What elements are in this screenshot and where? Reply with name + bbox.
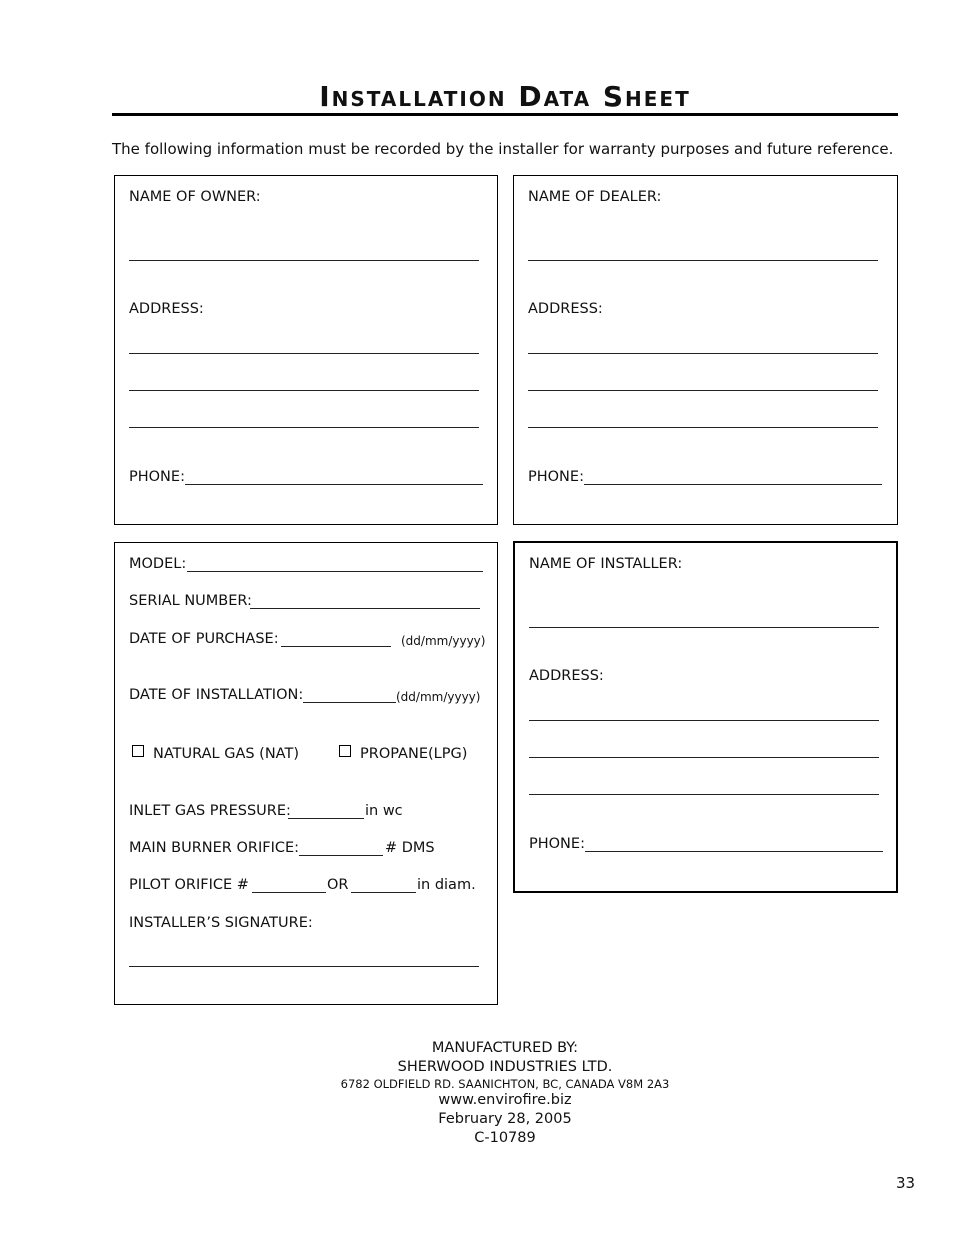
- document-date: February 28, 2005: [438, 1111, 572, 1127]
- page-number: 33: [896, 1174, 916, 1192]
- inlet-gas-pressure-field[interactable]: [288, 818, 364, 819]
- manufactured-by-label: MANUFACTURED BY:: [431, 1040, 579, 1056]
- propane-label: PROPANE(LPG): [360, 746, 468, 762]
- owner-address-field-2[interactable]: [129, 390, 479, 391]
- pilot-orifice-unit: in diam.: [417, 877, 476, 893]
- owner-name-label: NAME OF OWNER:: [129, 189, 261, 205]
- owner-phone-label: PHONE:: [129, 469, 185, 485]
- dealer-name-field[interactable]: [528, 260, 878, 261]
- purchase-date-format: (dd/mm/yyyy): [401, 634, 486, 648]
- serial-number-field[interactable]: [250, 608, 480, 609]
- model-field[interactable]: [187, 571, 483, 572]
- installer-signature-label: INSTALLER’S SIGNATURE:: [129, 915, 313, 931]
- inlet-gas-pressure-label: INLET GAS PRESSURE:: [129, 803, 291, 819]
- title-underline: [112, 113, 898, 116]
- company-address: 6782 OLDFIELD RD. SAANICHTON, BC, CANADA V8M 2A3: [340, 1077, 670, 1091]
- owner-box: [114, 175, 498, 525]
- installer-address-field-1[interactable]: [529, 720, 879, 721]
- installer-address-field-3[interactable]: [529, 794, 879, 795]
- pilot-orifice-number-field[interactable]: [252, 892, 326, 893]
- purchase-date-label: DATE OF PURCHASE:: [129, 631, 279, 647]
- dealer-box: [513, 175, 898, 525]
- installer-signature-field[interactable]: [129, 966, 479, 967]
- dealer-phone-field[interactable]: [584, 484, 882, 485]
- propane-checkbox[interactable]: [339, 745, 351, 757]
- installer-name-field[interactable]: [529, 627, 879, 628]
- company-name: SHERWOOD INDUSTRIES LTD.: [397, 1059, 613, 1075]
- serial-number-label: SERIAL NUMBER:: [129, 593, 252, 609]
- main-burner-orifice-unit: # DMS: [385, 840, 435, 856]
- owner-address-label: ADDRESS:: [129, 301, 204, 317]
- manufacturer-block: [112, 1039, 898, 1148]
- owner-name-field[interactable]: [129, 260, 479, 261]
- purchase-date-field[interactable]: [281, 646, 391, 647]
- page-title: Installation Data Sheet: [319, 80, 691, 113]
- dealer-address-label: ADDRESS:: [528, 301, 603, 317]
- document-code: C-10789: [474, 1130, 536, 1146]
- intro-text: The following information must be recorded by the installer for warranty purposes and future reference.: [112, 140, 894, 158]
- installation-date-format: (dd/mm/yyyy): [396, 690, 481, 704]
- dealer-phone-label: PHONE:: [528, 469, 584, 485]
- unit-details-box: [114, 542, 498, 1005]
- installer-name-label: NAME OF INSTALLER:: [529, 556, 683, 572]
- model-label: MODEL:: [129, 556, 187, 572]
- owner-phone-field[interactable]: [185, 484, 483, 485]
- installer-box: [513, 541, 898, 893]
- pilot-orifice-label: PILOT ORIFICE #: [129, 877, 249, 893]
- owner-address-field-1[interactable]: [129, 353, 479, 354]
- main-burner-orifice-field[interactable]: [299, 855, 383, 856]
- owner-address-field-3[interactable]: [129, 427, 479, 428]
- website-link[interactable]: www.envirofire.biz: [438, 1092, 572, 1108]
- installation-date-label: DATE OF INSTALLATION:: [129, 687, 304, 703]
- dealer-address-field-2[interactable]: [528, 390, 878, 391]
- pilot-orifice-or: OR: [327, 877, 349, 893]
- main-burner-orifice-label: MAIN BURNER ORIFICE:: [129, 840, 300, 856]
- installer-phone-field[interactable]: [585, 851, 883, 852]
- natural-gas-label: NATURAL GAS (NAT): [153, 746, 299, 762]
- installation-date-field[interactable]: [303, 702, 396, 703]
- dealer-address-field-1[interactable]: [528, 353, 878, 354]
- inlet-gas-pressure-unit: in wc: [365, 803, 403, 819]
- dealer-address-field-3[interactable]: [528, 427, 878, 428]
- installer-address-label: ADDRESS:: [529, 668, 604, 684]
- installer-address-field-2[interactable]: [529, 757, 879, 758]
- pilot-orifice-diameter-field[interactable]: [351, 892, 416, 893]
- installer-phone-label: PHONE:: [529, 836, 585, 852]
- natural-gas-checkbox[interactable]: [132, 745, 144, 757]
- dealer-name-label: NAME OF DEALER:: [528, 189, 662, 205]
